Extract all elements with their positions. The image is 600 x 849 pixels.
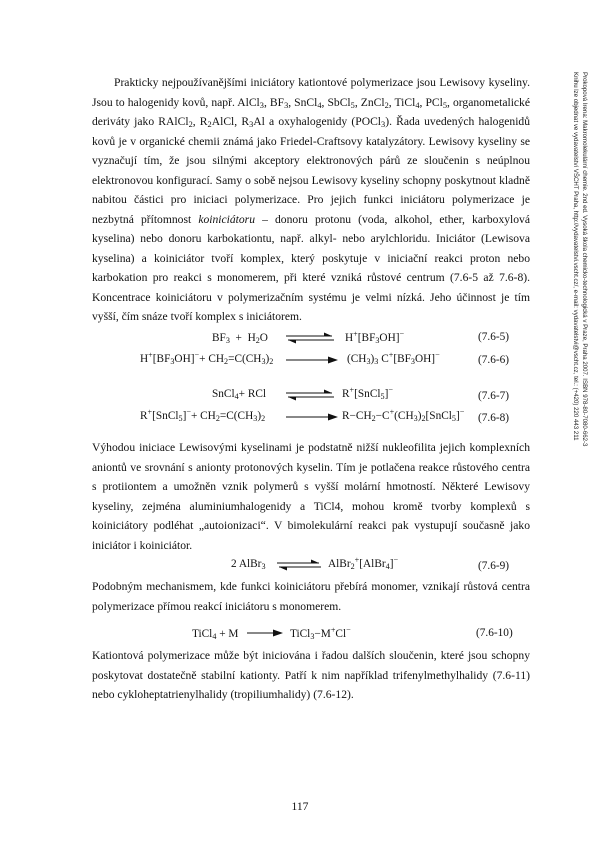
eq-number-7-6-9: (7.6-9) bbox=[478, 560, 510, 572]
paragraph-2: Výhodou iniciace Lewisovými kyselinami je podstatně nižší nukleofilita jejich komplexních aniontů ve srovnání s anionty protonových kyselin. Tím je potlačena reakce růstového centra s protiiontem a umožněn vznik polymerů s vyšší molární hmotností. Některé Lewisovy kyseliny, zejména aluminiumhalogenidy a TiCl4, mohou kromě tvorby komplexů s koiniciátory podléhat „autoionizaci“. V bimolekulární reakci pak vystupují současně jako iniciátor i koiniciátor. bbox=[92, 441, 530, 552]
eq-number-7-6-7: (7.6-7) bbox=[478, 390, 510, 402]
equilibrium-arrow-3 bbox=[275, 558, 323, 572]
eq-7-6-7-right: R+[SnCl$_5$]− bbox=[342, 385, 393, 402]
eq-7-6-7-left: SnCl$_4$+ RCl bbox=[212, 388, 267, 402]
eq-7-6-9-right: AlBr$_2$+[AlBr$_4$]− bbox=[328, 555, 399, 572]
para1-text-4: ). Řada uvedených halogenidů kovů je v organické chemii známá jako Friedel-Craftsovy katalyzátory. Lewisovy kyseliny se vyznačují tím, že jsou silnými akceptory elektronových párů ze sloučenin s neúplnou elektronovou konfigurací. Samy o sobě nejsou Lewisovy kyseliny schopny poskytnout kladně nabitou částici pro iniciaci polymerizace. Pro jejich funkci iniciátoru polymerizace je nezbytná přítomnost bbox=[92, 115, 531, 226]
para1-text-2: organometalické deriváty jako RAlCl bbox=[92, 95, 530, 128]
sidebar-line-2: Knihu lze objednat ve vydavatelství VŠCHT Praha, http://vydavatelstvi.vscht.cz/, e-mail: vydavatelstvi@vscht.cz, tel.: (+420) 220 443 211 bbox=[572, 72, 580, 441]
eq-7-6-6-right: $(CH_3)_3$ $C^+[BF_3OH]^-$ bbox=[347, 350, 440, 367]
reaction-arrow-3 bbox=[245, 628, 285, 638]
eq-7-6-10-left: TiCl$_4$ + M bbox=[192, 628, 239, 642]
eq-7-6-5-right: $H^+[BF_3OH]^-$ bbox=[345, 329, 405, 346]
eq-7-6-8-right: $R-CH_2-C^+(CH_3)_2[SnCl_5]^-$ bbox=[342, 407, 465, 424]
para1-italic-term: koiniciátoru bbox=[198, 212, 255, 226]
eq-number-7-6-5: (7.6-5) bbox=[478, 331, 510, 343]
para1-text-5: – donoru protonu (voda, alkohol, ether, karboxylová kyselina) nebo donoru karbokationtu, např. alkyl- nebo arylchloridu. Iniciátor (Lewisova kyselina) a koiniciátor tvoří komplex, který poskytuje v iniciační reakci proton nebo karbokation pro reakci s monomerem, při které vzniká růstové centrum (7.6-5 až 7.6-8). Koncentrace koiniciátoru v polymerizačním systému je velmi nízká. Jeho účinnost je tím vyšší, čím snáze tvoří komplex s iniciátorem. bbox=[92, 212, 530, 323]
copyright-sidebar bbox=[564, 72, 588, 612]
para1-text-3: Al a oxyhalogenidy (POCl bbox=[253, 115, 382, 128]
paragraph-3: Podobným mechanismem, kde funkci koiniciátoru přebírá monomer, vznikají růstová centra polymerizace přímou reakcí iniciátoru s monomerem. bbox=[92, 580, 530, 613]
eq-7-6-6-left: $H^+[BF_3OH]^-+ CH_2=C(CH_3)_2$ bbox=[140, 350, 274, 367]
equilibrium-arrow-2 bbox=[284, 388, 336, 402]
sidebar-line-1: Prokopová Irena: Makromolekulární chemie. 2nd ed. Vysoká škola chemicko-technologická v Praze, Praha 2007. ISBN 978-80-7080-662-3 bbox=[581, 72, 588, 447]
eq-7-6-5-left: $BF_3 + H_2O$ bbox=[212, 332, 268, 346]
para1-text-1: Prakticky nejpoužívanějšími iniciátory kationtové polymerizace jsou Lewisovy kyseliny. Jsou to halogenidy kovů, např. AlCl bbox=[92, 76, 530, 109]
paragraph-1: Prakticky nejpoužívanějšími iniciátory kationtové polymerizace jsou Lewisovy kyseliny. Jsou to halogenidy kovů, např. AlCl$_3$, $BF_3$, SnCl$_4$, SbCl$_5$, ZnCl$_2$, TiCl$_4$, PCl$_5$, organometalické deriváty jako RAlCl$_2$, $R_2AlCl$, $R_3Al$ a oxyhalogenidy (POCl$_3$). Řada uvedených halogenidů kovů je v organické chemii známá jako Friedel-Craftsovy katalyzátory. Lewisovy kyseliny se vyznačují tím, že jsou silnými akceptory elektronových párů ze sloučenin s neúplnou elektronovou konfigurací. Samy o sobě nejsou Lewisovy kyseliny schopny poskytnout kladně nabitou částici pro iniciaci polymerizace. Pro jejich funkci iniciátoru polymerizace je nezbytná přítomnost koiniciátoru – donoru protonu (voda, alkohol, ether, karboxylová kyselina) nebo donoru karbokationtu, např. alkyl- nebo arylchloridu. Iniciátor (Lewisova kyselina) a koiniciátor tvoří komplex, který poskytuje v iniciační reakci proton nebo karbokation pro reakci s monomerem, při které vzniká růstové centrum (7.6-5 až 7.6-8). Koncentrace koiniciátoru v polymerizačním systému je velmi nízká. Jeho účinnost je tím vyšší, čím snáze tvoří komplex s iniciátorem. bbox=[92, 76, 531, 323]
eq-number-7-6-8: (7.6-8) bbox=[478, 412, 510, 424]
reaction-arrow-1 bbox=[284, 355, 340, 365]
eq-number-7-6-6: (7.6-6) bbox=[478, 354, 510, 366]
eq-7-6-9-left: 2 AlBr$_3$ bbox=[231, 558, 266, 572]
page-number: 117 bbox=[291, 800, 309, 813]
eq-7-6-10-right: TiCl$_3$−M+Cl− bbox=[290, 625, 351, 642]
reaction-arrow-2 bbox=[284, 412, 340, 422]
equilibrium-arrow-1 bbox=[284, 331, 336, 345]
eq-number-7-6-10: (7.6-10) bbox=[476, 627, 513, 639]
eq-7-6-8-left: R+[SnCl$_5$]−+ $CH_2=C(CH_3)_2$ bbox=[140, 407, 266, 424]
paragraph-4: Kationtová polymerizace může být iniciována i řadou dalších sloučenin, které jsou schopny poskytovat dostatečně stabilní kationty. Patří k nim například trifenylmethylhalidy (7.6-11) nebo cykloheptatrienylhalidy (tropiliumhalidy) (7.6-12). bbox=[92, 649, 530, 701]
